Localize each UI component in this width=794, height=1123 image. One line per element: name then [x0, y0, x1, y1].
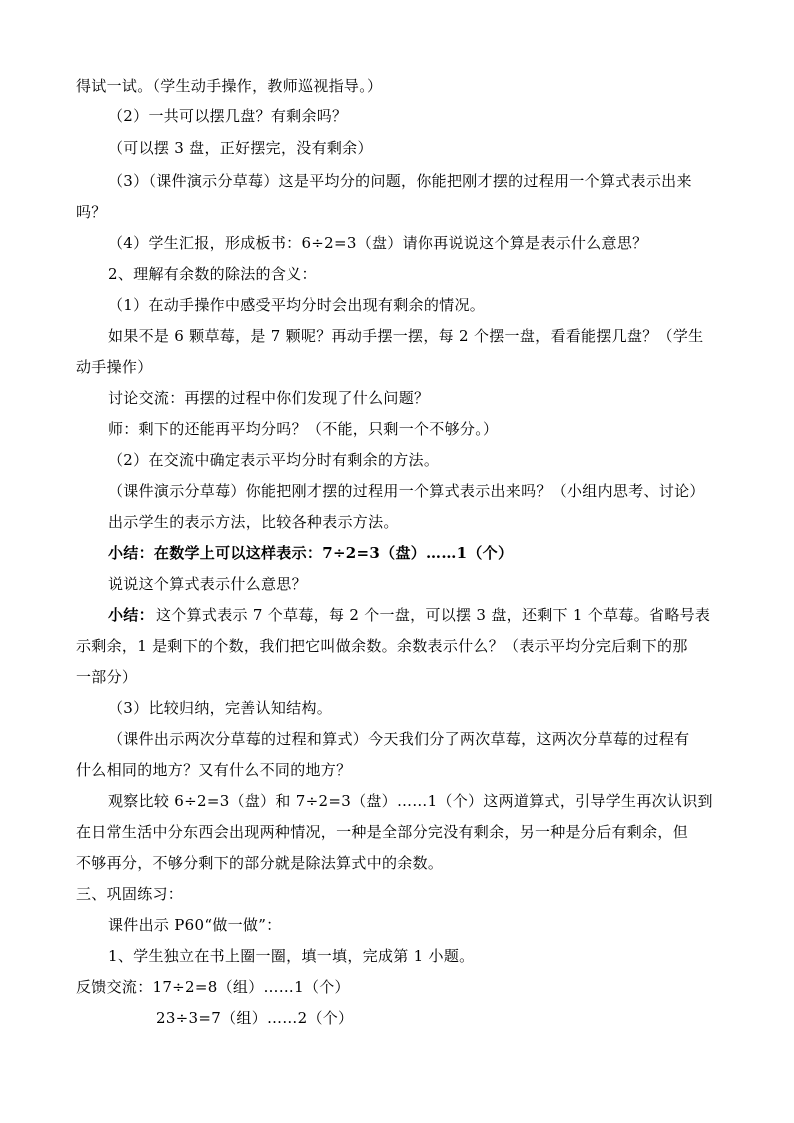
text-line: （1）在动手操作中感受平均分时会出现有剩余的情况。: [108, 296, 486, 314]
text-line: （2）在交流中确定表示平均分时有剩余的方法。: [108, 451, 440, 469]
text-line: 课件出示 P60“做一做”：: [108, 916, 282, 934]
text-line: 反馈交流：17÷2=8（组）……1（个）: [76, 978, 350, 996]
text-line: 观察比较 6÷2=3（盘）和 7÷2=3（盘）……1（个）这两道算式，引导学生再次认识到: [108, 792, 713, 810]
text-line: 如果不是 6 颗草莓，是 7 颗呢？再动手摆一摆，每 2 个摆一盘，看看能摆几盘？（学生: [108, 327, 704, 345]
text-line: （3）比较归纳，完善认知结构。: [108, 699, 333, 717]
text-line: 这个算式表示 7 个草莓，每 2 个一盘，可以摆 3 盘，还剩下 1 个草莓。省略号表: [156, 606, 711, 624]
text-line: （课件演示分草莓）你能把刚才摆的过程用一个算式表示出来吗？（小组内思考、讨论）: [108, 482, 705, 500]
text-line: 1、学生独立在书上圈一圈，填一填，完成第 1 小题。: [108, 947, 475, 965]
text-line: 在日常生活中分东西会出现两种情况，一种是全部分完没有剩余，另一种是分后有剩余，但: [76, 823, 689, 841]
section-heading: 三、巩固练习：: [76, 885, 184, 903]
text-line: 23÷3=7（组）……2（个）: [156, 1009, 354, 1027]
text-line: 动手操作）: [76, 358, 153, 376]
text-line: （课件出示两次分草莓的过程和算式）今天我们分了两次草莓，这两次分草莓的过程有: [108, 730, 690, 748]
text-line: 什么相同的地方？又有什么不同的地方？: [76, 761, 352, 779]
text-line: （可以摆 3 盘，正好摆完，没有剩余）: [108, 139, 373, 157]
summary-heading-line: 小结：在数学上可以这样表示：7÷2=3（盘）……1（个）: [108, 544, 514, 562]
text-line: 师：剩下的还能再平均分吗？（不能，只剩一个不够分。）: [108, 420, 499, 438]
text-line: 得试一试。（学生动手操作，教师巡视指导。）: [76, 77, 383, 95]
text-line: 讨论交流：再摆的过程中你们发现了什么问题？: [108, 389, 430, 407]
text-line: 示剩余，1 是剩下的个数，我们把它叫做余数。余数表示什么？（表示平均分完后剩下的那: [76, 637, 688, 655]
text-line: 一部分）: [76, 668, 138, 686]
text-line: 出示学生的表示方法，比较各种表示方法。: [108, 513, 399, 531]
text-line: 说说这个算式表示什么意思？: [108, 575, 307, 593]
text-line: 吗？: [76, 203, 107, 221]
text-line: （4）学生汇报，形成板书：6÷2=3（盘）请你再说说这个算是表示什么意思？: [108, 234, 648, 252]
text-line: 不够再分，不够分剩下的部分就是除法算式中的余数。: [76, 854, 444, 872]
text-line: 2、理解有余数的除法的含义：: [108, 265, 317, 283]
text-line: （2）一共可以摆几盘？有剩余吗？: [108, 107, 348, 125]
summary-label: 小结：: [108, 606, 154, 624]
text-line: （3）（课件演示分草莓）这是平均分的问题，你能把刚才摆的过程用一个算式表示出来: [108, 172, 692, 190]
